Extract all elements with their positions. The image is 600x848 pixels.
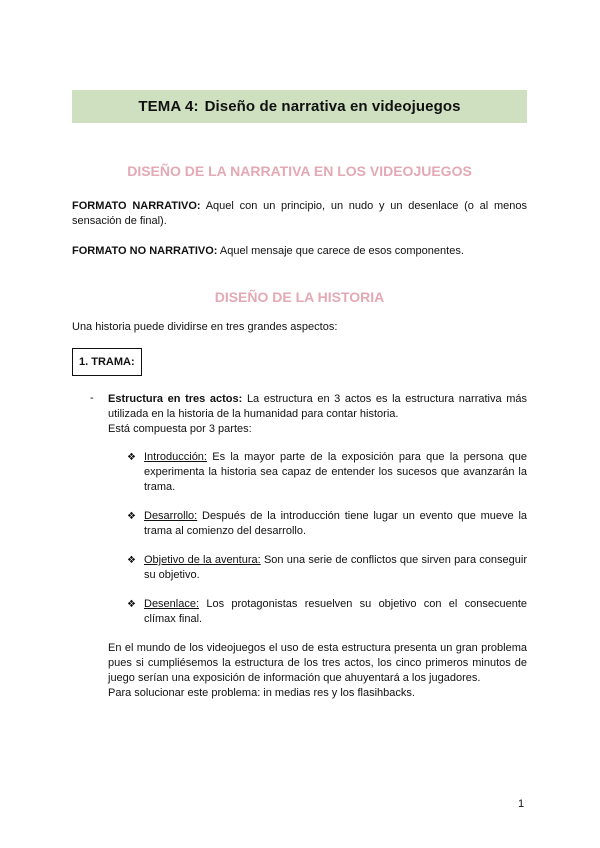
document-title: [72, 90, 527, 123]
formato-no-narrativo-label: FORMATO NO NARRATIVO:: [72, 245, 218, 257]
title-prefix: TEMA 4:: [138, 98, 199, 115]
diamond-bullet-icon: ❖: [127, 555, 136, 566]
solution-paragraph: Para solucionar este problema: in medias res y los flasihbacks.: [108, 687, 415, 699]
part-text: Después de la introducción tiene lugar un evento que mueve la trama al comienzo del desarrollo.: [144, 510, 528, 537]
part-label: Objetivo de la aventura:: [144, 554, 261, 566]
list-item: [127, 597, 527, 627]
page-number: 1: [518, 798, 525, 810]
part-label: Introducción:: [144, 451, 207, 463]
estructura-paragraph: [108, 392, 527, 422]
list-item-text: [144, 509, 527, 539]
formato-narrativo-paragraph: [72, 199, 527, 229]
list-item-text: [144, 597, 527, 627]
title-text: Diseño de narrativa en videojuegos: [204, 98, 461, 115]
formato-no-narrativo-paragraph: [72, 244, 527, 259]
diamond-bullet-icon: ❖: [127, 511, 136, 522]
section-heading-narrativa: DISEÑO DE LA NARRATIVA EN LOS VIDEOJUEGOS: [127, 163, 472, 179]
diamond-bullet-icon: ❖: [127, 452, 136, 463]
historia-intro: Una historia puede dividirse en tres grandes aspectos:: [72, 321, 338, 333]
part-text: Es la mayor parte de la exposición para que la persona que experimenta la historia sea capaz de entender los sucesos que avanzarán la trama.: [144, 451, 527, 493]
estructura-compuesta: Está compuesta por 3 partes:: [108, 423, 252, 435]
list-item: [127, 553, 527, 583]
part-label: Desarrollo:: [144, 510, 198, 522]
formato-no-narrativo-text: Aquel mensaje que carece de esos componentes.: [219, 245, 464, 257]
diamond-bullet-icon: ❖: [127, 599, 136, 610]
section-heading-historia: DISEÑO DE LA HISTORIA: [214, 289, 385, 305]
list-item: [127, 450, 527, 495]
part-text: Son una serie de conflictos que sirven para conseguir su objetivo.: [144, 554, 528, 581]
trama-label-box: [72, 348, 142, 376]
list-item: [127, 509, 527, 539]
part-label: Desenlace:: [144, 598, 200, 610]
estructura-label: Estructura en tres actos:: [108, 393, 243, 405]
trama-label: 1. TRAMA:: [79, 356, 135, 368]
formato-narrativo-text: Aquel con un principio, un nudo y un desenlace (o al menos sensación de final).: [72, 200, 527, 227]
part-text: Los protagonistas resuelven su objetivo con el consecuente clímax final.: [144, 598, 528, 625]
formato-narrativo-label: FORMATO NARRATIVO:: [72, 200, 201, 212]
list-item-text: [144, 450, 527, 495]
list-item-text: [144, 553, 527, 583]
estructura-text: La estructura en 3 actos es la estructura narrativa más utilizada en la historia de la humanidad para contar historia.: [108, 393, 527, 420]
closing-paragraph: En el mundo de los videojuegos el uso de esta estructura presenta un gran problema pues si cumpliésemos la estructura de los tres actos, los cinco primeros minutos de juego serían una exposición de información que ahuyentará a los jugadores.: [108, 642, 527, 684]
list-dash: -: [90, 392, 94, 404]
